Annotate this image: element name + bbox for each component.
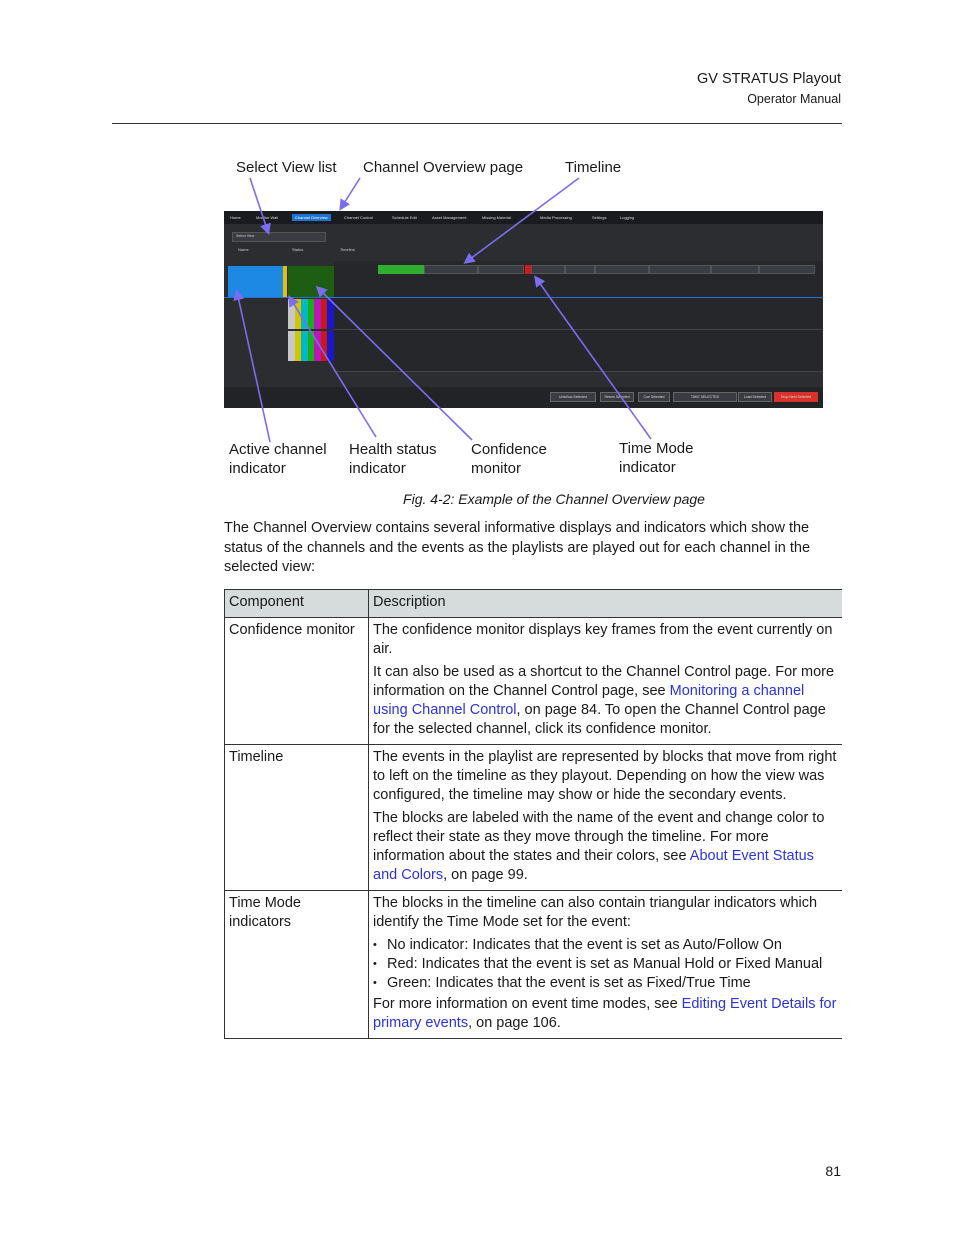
callout-health-status-indicator: Health status indicator [349, 441, 437, 477]
button-return-selected: Return Selected [600, 392, 634, 402]
figure-caption: Fig. 4-2: Example of the Channel Overview page [403, 491, 705, 507]
button-drop-next-selected: Drop Next Selected [774, 392, 818, 402]
arrow-channel-overview-page [341, 178, 360, 208]
table-cell-description [369, 745, 842, 890]
timeline-row-divider [334, 329, 823, 330]
toolbar-home: Home [230, 215, 241, 220]
timeline-event-on-air [378, 265, 424, 274]
timeline-area [334, 261, 823, 372]
confidence-monitor [288, 266, 334, 298]
select-view-label: Select View [236, 234, 255, 238]
callout-confidence-monitor: Confidence monitor [471, 441, 547, 477]
table-cell-description [369, 618, 842, 744]
table-row [224, 618, 842, 745]
header-subtitle: Operator Manual [747, 92, 841, 106]
callout-timeline: Timeline [565, 159, 622, 176]
column-status: Status [292, 247, 304, 252]
table-cell-component: Time Mode indicators [224, 891, 369, 1038]
description-paragraph: It can also be used as a shortcut to the Channel Control page. For more information on the Channel Control page, see Monitoring a channel using Channel Control, on page 84. To open the Channel Control page for the selected channel, click its confidence monitor. [373, 664, 835, 737]
channel-overview-screenshot [224, 211, 823, 408]
health-status-indicator [283, 266, 287, 298]
table-cell-description [369, 891, 842, 1038]
table-header-description: Description [373, 594, 446, 610]
button-take-selected: TAKE SELECTED [673, 392, 737, 402]
time-mode-list [373, 936, 838, 993]
list-item: • No indicator: Indicates that the event is set as Auto/Follow On [387, 936, 838, 955]
description-paragraph: The confidence monitor displays key frames from the event currently on air. [373, 622, 833, 657]
callout-active-channel-indicator: Active channel indicator [229, 441, 327, 477]
timeline-event [531, 265, 565, 274]
intro-paragraph: The Channel Overview contains several informative displays and indicators which show the status of the channels and the events as the playlists are played out for each channel in the selected view: [224, 520, 811, 575]
toolbar-missing-material: Missing Material [482, 215, 511, 220]
header-rule [112, 123, 842, 124]
list-item: • Green: Indicates that the event is set as Fixed/True Time [387, 974, 838, 993]
active-channel-indicator [228, 266, 283, 298]
description-paragraph: For more information on event time modes, see Editing Event Details for primary events, on page 106. [373, 996, 837, 1031]
link-monitoring-a-channel[interactable]: Monitoring a channel using Channel Control [373, 683, 805, 718]
toolbar-channel-control: Channel Control [344, 215, 373, 220]
header-title: GV STRATUS Playout [697, 71, 841, 87]
timeline-event [478, 265, 524, 274]
toolbar-monitor-wall: Monitor Wall [256, 215, 279, 220]
button-load-selected: Load Selected [738, 392, 772, 402]
table-row [224, 891, 842, 1039]
description-paragraph: The blocks are labeled with the name of the event and change color to reflect their state as they move through the timeline. For more information about the states and their colors, see About Event Status and Colors, on page 99. [373, 810, 825, 883]
column-name: Name [238, 247, 249, 252]
link-about-event-status[interactable]: About Event Status and Colors [373, 848, 814, 883]
description-paragraph: The blocks in the timeline can also contain triangular indicators which identify the Time Mode set for the event: [373, 895, 818, 930]
page-number: 81 [825, 1163, 841, 1179]
select-view-dropdown [232, 232, 326, 242]
table-cell-component: Confidence monitor [224, 618, 369, 744]
timeline-event [595, 265, 649, 274]
list-item: • Red: Indicates that the event is set as Manual Hold or Fixed Manual [387, 955, 838, 974]
timeline-event [759, 265, 815, 274]
column-timeline: Timeline [340, 247, 355, 252]
callout-channel-overview-page: Channel Overview page [363, 159, 524, 176]
callout-time-mode-indicator: Time Mode indicator [619, 440, 694, 476]
table-row [224, 745, 842, 891]
timeline-event [649, 265, 711, 274]
link-editing-event-details[interactable]: Editing Event Details for primary events [373, 996, 837, 1031]
toolbar-logging: Logging [620, 215, 635, 220]
toolbar-settings: Settings [592, 215, 607, 220]
callout-select-view-list: Select View list [236, 159, 337, 176]
timeline-event [565, 265, 595, 274]
button-cue-selected: Cue Selected [638, 392, 670, 402]
confidence-monitor-bars [288, 299, 334, 329]
selection-cursor [224, 297, 823, 298]
timeline-event [711, 265, 759, 274]
toolbar-schedule-edit: Schedule Edit [392, 215, 417, 220]
components-table [224, 589, 842, 1039]
confidence-monitor-bars [288, 331, 334, 361]
table-header-component: Component [224, 590, 369, 617]
table-header-row [224, 589, 842, 618]
toolbar-asset-management: Asset Management [432, 215, 467, 220]
toolbar-channel-overview: Channel Overview [292, 214, 331, 221]
timeline-row-divider [334, 371, 823, 372]
screenshot-toolbar [224, 211, 823, 224]
timeline-event [424, 265, 478, 274]
toolbar-media-processing: Media Processing [540, 215, 572, 220]
button-unfollow-selected: Unfollow Selected [550, 392, 596, 402]
table-cell-component: Timeline [224, 745, 369, 890]
description-paragraph: The events in the playlist are represented by blocks that move from right to left on the timeline as they playout. Depending on how the view was configured, the timeline may show or hide the secondary events. [373, 749, 837, 803]
